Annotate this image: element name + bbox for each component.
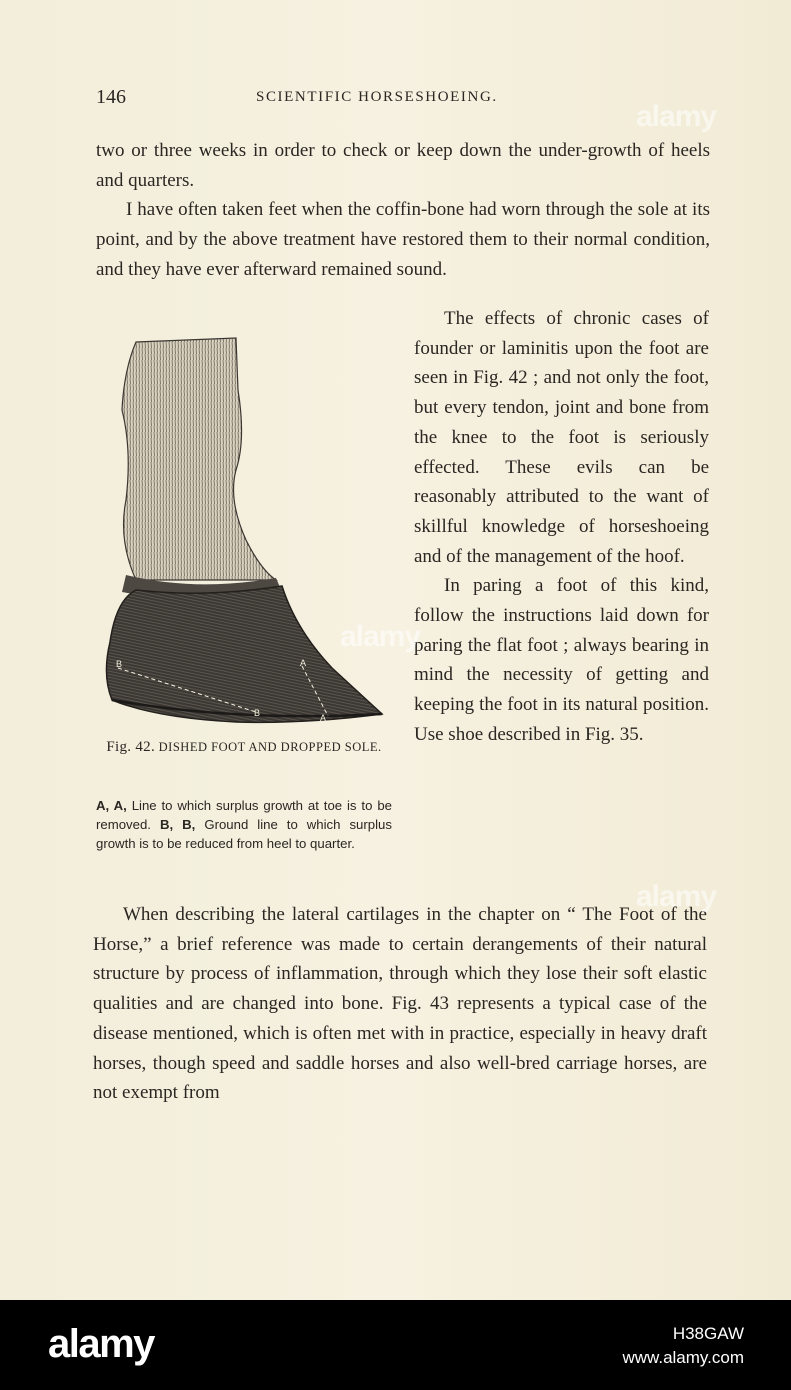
hoof-engraving xyxy=(96,330,392,730)
site-url: www.alamy.com xyxy=(622,1348,744,1367)
pastern-shape xyxy=(122,338,276,580)
watermark-top-right: alamy xyxy=(636,100,717,133)
right-column-text xyxy=(414,304,709,750)
image-id-block xyxy=(622,1322,744,1370)
figure-number: Fig. 42. xyxy=(106,739,156,755)
legend-b-key: B, B, xyxy=(159,817,196,832)
image-id: H38GAW xyxy=(672,1324,744,1343)
legend-b-text: Ground line to which surplus growth is to be reduced from heel to quarter. xyxy=(96,817,392,851)
label-a-ground: A xyxy=(320,713,327,723)
page-number: 146 xyxy=(96,86,126,108)
figure-42-illustration xyxy=(96,330,392,730)
alamy-logo: alamy xyxy=(48,1322,154,1366)
figure-caption xyxy=(96,738,392,757)
paragraph-lateral-cartilages: When describing the lateral cartilages in the chapter on “ The Foot of the Horse,” a brief reference was made to certain derangements of their natural structure by process of inflammation, through which they lose their soft elastic qualities and are changed into bone. Fig. 43 represents a typical case of the disease mentioned, which is often met with in practice, especially in heavy draft horses, though speed and saddle horses and also well-bred carriage horses, are not exempt from xyxy=(93,904,707,1104)
hoof-wall xyxy=(106,586,382,722)
legend-a-text: Line to which surplus growth at toe is to be removed. xyxy=(96,798,392,832)
running-head: SCIENTIFIC HORSESHOEING. xyxy=(256,89,498,105)
top-text-block xyxy=(96,136,710,285)
paragraph-paring: In paring a foot of this kind, follow the instructions laid down for paring the flat foot ; always bearing in mind the necessity of getting and keeping the foot in its natural position. Use shoe described in Fig. 35. xyxy=(414,575,709,745)
legend-a-key: A, A, xyxy=(96,798,127,813)
watermark-center: alamy xyxy=(340,620,421,653)
label-b-heel: B xyxy=(116,659,123,669)
figure-legend xyxy=(96,796,392,853)
bottom-text-block xyxy=(93,900,707,1108)
figure-title: DISHED FOOT AND DROPPED SOLE. xyxy=(158,740,382,754)
stock-footer-bar xyxy=(0,1300,791,1390)
paragraph-coffin-bone: I have often taken feet when the coffin-bone had worn through the sole at its point, and by the above treatment have restored them to their normal condition, and they have ever afterward remained sound. xyxy=(96,199,710,280)
watermark-bottom-right: alamy xyxy=(636,880,717,913)
paragraph-chronic-founder: The effects of chronic cases of founder or laminitis upon the foot are seen in Fig. 42 ; and not only the foot, but every tendon, joint and bone from the knee to the foot is seriously effected. These evils can be reasonably attributed to the want of skillful knowledge of horseshoeing and of the management of the hoof. xyxy=(414,308,709,567)
label-a-toe: A xyxy=(300,658,307,668)
paragraph-continuation: two or three weeks in order to check or keep down the under-growth of heels and quarters. xyxy=(96,140,710,191)
label-b-ground: B xyxy=(254,708,261,718)
page-header xyxy=(96,86,710,110)
